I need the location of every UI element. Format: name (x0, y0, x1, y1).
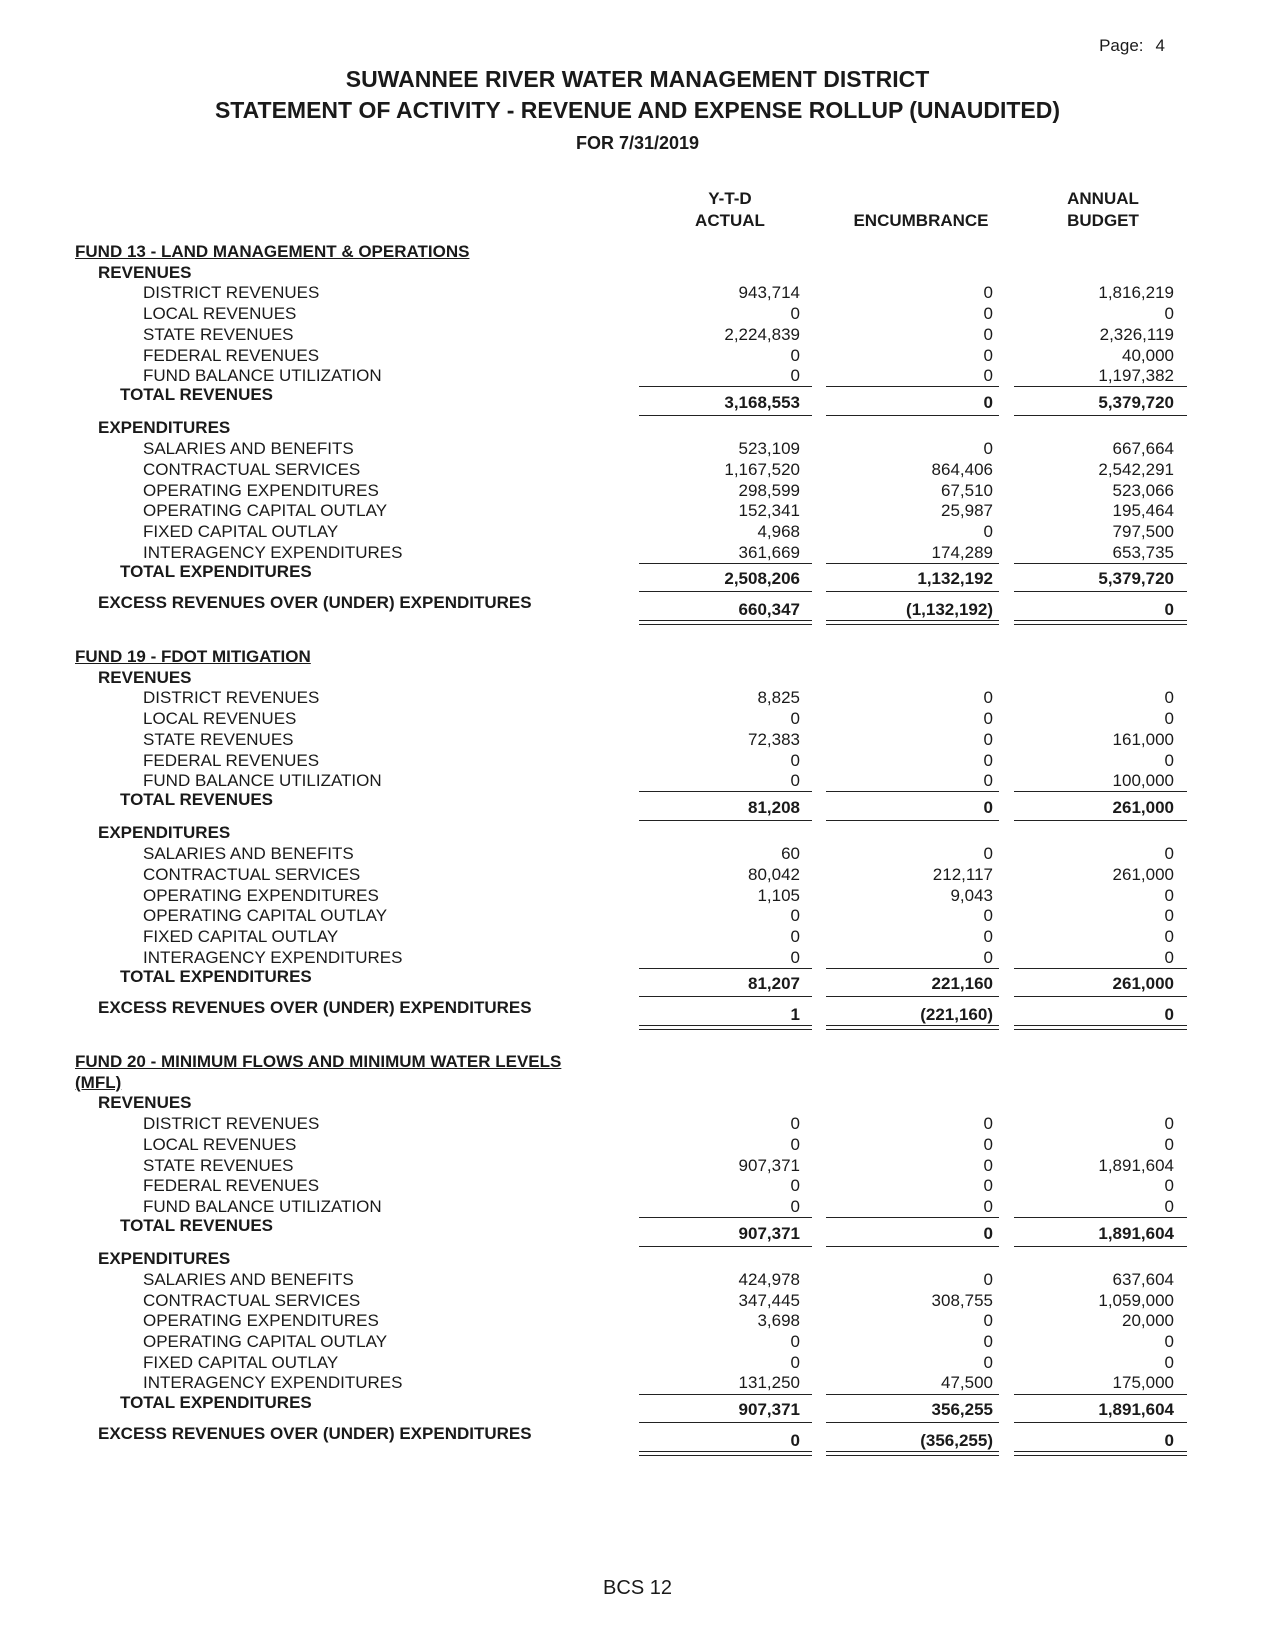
encumbrance-cell: 0 (983, 906, 993, 926)
revenue-row (0, 282, 1275, 304)
expenditure-row (0, 1269, 1275, 1291)
total-rule (826, 1246, 999, 1247)
annual-budget-cell: 523,066 (1112, 480, 1174, 500)
section-heading-expenditures (0, 417, 1275, 439)
ytd-actual-cell: 2,224,839 (724, 324, 800, 344)
revenue-row (0, 708, 1275, 730)
row-label: FEDERAL REVENUES (143, 345, 320, 365)
row-label: EXPENDITURES (98, 823, 231, 843)
encumbrance-cell: 0 (983, 324, 993, 344)
ytd-actual-cell: 0 (790, 750, 800, 770)
ytd-actual-cell: 8,825 (757, 688, 800, 708)
annual-budget-cell: 261,000 (1112, 974, 1174, 994)
ytd-actual-cell: 361,669 (738, 542, 800, 562)
annual-budget-cell: 1,059,000 (1098, 1290, 1174, 1310)
annual-budget-cell: 653,735 (1112, 542, 1174, 562)
double-rule-top (639, 1025, 812, 1026)
double-rule-bottom (639, 1029, 812, 1030)
encumbrance-cell: 0 (983, 521, 993, 541)
encumbrance-cell: 212,117 (932, 864, 993, 884)
expenditure-row (0, 1310, 1275, 1332)
expenditure-row (0, 1290, 1275, 1312)
annual-budget-cell: 0 (1164, 1176, 1174, 1196)
fund-title (0, 241, 1275, 263)
annual-budget-cell: 667,664 (1112, 439, 1174, 459)
double-rule-top (826, 1451, 999, 1452)
encumbrance-cell: 25,987 (941, 501, 993, 521)
annual-budget-cell: 0 (1164, 304, 1174, 324)
encumbrance-cell: 0 (983, 1331, 993, 1351)
encumbrance-cell: (356,255) (920, 1430, 993, 1450)
ytd-actual-cell: 3,698 (757, 1311, 800, 1331)
ytd-actual-cell: 907,371 (738, 1155, 800, 1175)
row-label: OPERATING EXPENDITURES (143, 885, 379, 905)
row-label: EXPENDITURES (98, 1249, 231, 1269)
encumbrance-cell: 356,255 (931, 1400, 993, 1419)
double-rule-bottom (826, 1455, 999, 1456)
annual-budget-cell: 637,604 (1112, 1269, 1174, 1289)
ytd-actual-cell: 523,109 (738, 439, 800, 459)
expenditure-row (0, 480, 1275, 502)
double-rule-bottom (1014, 1029, 1187, 1030)
encumbrance-cell: 1,132,192 (917, 569, 993, 589)
ytd-actual-cell: 907,371 (738, 1400, 800, 1419)
ytd-actual-cell: 1,105 (757, 885, 800, 905)
row-label: TOTAL EXPENDITURES (120, 1392, 312, 1412)
encumbrance-cell: 0 (983, 1114, 993, 1134)
annual-budget-cell: 5,379,720 (1098, 569, 1174, 589)
ytd-actual-cell: 0 (790, 1114, 800, 1134)
encumbrance-cell: 0 (983, 1223, 993, 1243)
ytd-actual-cell: 0 (790, 1134, 800, 1154)
ytd-actual-cell: 81,207 (748, 974, 800, 994)
ytd-actual-cell: 0 (790, 1196, 800, 1216)
row-label: FEDERAL REVENUES (143, 1176, 320, 1196)
annual-budget-cell: 0 (1164, 947, 1174, 967)
row-label: TOTAL REVENUES (120, 1216, 274, 1236)
row-label: DISTRICT REVENUES (143, 1114, 320, 1134)
row-label: FIXED CAPITAL OUTLAY (143, 521, 339, 541)
total-expenditures-row (0, 1399, 1275, 1421)
row-label: OPERATING CAPITAL OUTLAY (143, 1331, 388, 1351)
page-value: 4 (1155, 36, 1165, 55)
ytd-actual-cell: 0 (790, 1176, 800, 1196)
encumbrance-cell: 0 (983, 1176, 993, 1196)
annual-budget-cell: 0 (1164, 926, 1174, 946)
encumbrance-cell: 67,510 (941, 480, 993, 500)
revenue-row (0, 1134, 1275, 1156)
encumbrance-cell: 0 (983, 771, 993, 791)
total-expenditures-row (0, 568, 1275, 590)
report-title: STATEMENT OF ACTIVITY - REVENUE AND EXPENSE ROLLUP (UNAUDITED) (214, 97, 1061, 123)
annual-budget-cell: 797,500 (1112, 521, 1174, 541)
annual-budget-cell: 0 (1164, 1331, 1174, 1351)
total-revenues-row (0, 1223, 1275, 1245)
total-rule (826, 820, 999, 821)
fund-title (0, 1051, 1275, 1073)
expenditure-row (0, 459, 1275, 481)
total-rule (1014, 415, 1187, 416)
row-label: CONTRACTUAL SERVICES (143, 864, 361, 884)
ytd-actual-cell: 0 (790, 304, 800, 324)
row-label: CONTRACTUAL SERVICES (143, 459, 361, 479)
double-rule-bottom (1014, 1455, 1187, 1456)
ytd-actual-cell: 0 (790, 709, 800, 729)
annual-budget-cell: 2,542,291 (1098, 459, 1174, 479)
report-period: FOR 7/31/2019 (575, 133, 700, 153)
encumbrance-cell: 0 (983, 1269, 993, 1289)
expenditure-row (0, 438, 1275, 460)
encumbrance-cell: (1,132,192) (906, 599, 993, 619)
ytd-actual-cell: 424,978 (738, 1269, 800, 1289)
row-label: REVENUES (98, 667, 192, 687)
annual-budget-cell: 1,816,219 (1098, 283, 1174, 303)
annual-budget-cell: 100,000 (1112, 771, 1174, 791)
ytd-actual-cell: 298,599 (738, 480, 800, 500)
annual-budget-cell: 0 (1164, 1004, 1174, 1024)
double-rule-top (826, 620, 999, 621)
row-label: TOTAL EXPENDITURES (120, 966, 312, 986)
ytd-actual-cell: 2,508,206 (724, 569, 800, 589)
double-rule-bottom (639, 1455, 812, 1456)
expenditure-row (0, 843, 1275, 865)
expenditure-row (0, 864, 1275, 886)
row-label: EXPENDITURES (98, 418, 231, 438)
expenditure-row (0, 926, 1275, 948)
annual-budget-cell: 261,000 (1112, 864, 1174, 884)
revenue-row (0, 729, 1275, 751)
encumbrance-cell: 0 (983, 439, 993, 459)
fund-title (0, 1072, 1275, 1094)
revenue-row (0, 1155, 1275, 1177)
ytd-actual-cell: 0 (790, 947, 800, 967)
row-label: STATE REVENUES (143, 729, 294, 749)
row-label: INTERAGENCY EXPENDITURES (143, 947, 403, 967)
double-rule-top (1014, 620, 1187, 621)
encumbrance-cell: 0 (983, 1196, 993, 1216)
ytd-actual-cell: 1 (790, 1004, 800, 1024)
double-rule-bottom (826, 1029, 999, 1030)
row-label: SALARIES AND BENEFITS (143, 1269, 354, 1289)
page-label: Page: (1099, 36, 1144, 55)
encumbrance-cell: 0 (983, 345, 993, 365)
col-header-encumbrance: ENCUMBRANCE (853, 211, 989, 230)
total-rule (639, 415, 812, 416)
row-label: DISTRICT REVENUES (143, 688, 320, 708)
encumbrance-cell: (221,160) (920, 1004, 993, 1024)
encumbrance-cell: 0 (983, 709, 993, 729)
row-label: LOCAL REVENUES (143, 1134, 297, 1154)
double-rule-top (826, 1025, 999, 1026)
revenue-row (0, 687, 1275, 709)
annual-budget-cell: 175,000 (1112, 1373, 1174, 1393)
row-label: FEDERAL REVENUES (143, 750, 320, 770)
ytd-actual-cell: 81,208 (748, 797, 800, 817)
encumbrance-cell: 0 (983, 926, 993, 946)
ytd-actual-cell: 80,042 (748, 864, 800, 884)
total-expenditures-row (0, 973, 1275, 995)
expenditure-row (0, 885, 1275, 907)
annual-budget-cell: 0 (1164, 844, 1174, 864)
row-label: EXCESS REVENUES OVER (UNDER) EXPENDITURES (98, 592, 532, 612)
row-label: FIXED CAPITAL OUTLAY (143, 1352, 339, 1372)
ytd-actual-cell: 3,168,553 (724, 392, 800, 412)
row-label: FUND 13 - LAND MANAGEMENT & OPERATIONS (75, 242, 470, 261)
row-label: OPERATING EXPENDITURES (143, 1311, 379, 1331)
row-label: TOTAL REVENUES (120, 385, 274, 405)
total-rule (639, 1246, 812, 1247)
row-label: FIXED CAPITAL OUTLAY (143, 926, 339, 946)
annual-budget-cell: 261,000 (1112, 797, 1174, 817)
revenue-row (0, 1113, 1275, 1135)
section-heading-expenditures (0, 822, 1275, 844)
annual-budget-cell: 0 (1164, 750, 1174, 770)
ytd-actual-cell: 152,341 (738, 501, 800, 521)
double-rule-bottom (1014, 624, 1187, 625)
expenditure-row (0, 1352, 1275, 1374)
ytd-actual-cell: 943,714 (738, 283, 800, 303)
encumbrance-cell: 221,160 (931, 974, 993, 994)
annual-budget-cell: 0 (1164, 1352, 1174, 1372)
annual-budget-cell: 1,891,604 (1098, 1155, 1174, 1175)
double-rule-top (639, 1451, 812, 1452)
annual-budget-cell: 0 (1164, 1430, 1174, 1450)
org-name: SUWANNEE RIVER WATER MANAGEMENT DISTRICT (345, 66, 930, 92)
encumbrance-cell: 0 (983, 688, 993, 708)
row-label: INTERAGENCY EXPENDITURES (143, 542, 403, 562)
row-label: DISTRICT REVENUES (143, 283, 320, 303)
expenditure-row (0, 500, 1275, 522)
encumbrance-cell: 47,500 (941, 1373, 993, 1393)
col-header-annual-budget: ANNUAL BUDGET (1067, 189, 1139, 230)
annual-budget-cell: 0 (1164, 688, 1174, 708)
ytd-actual-cell: 0 (790, 366, 800, 386)
row-label: LOCAL REVENUES (143, 709, 297, 729)
expenditure-row (0, 905, 1275, 927)
encumbrance-cell: 0 (983, 947, 993, 967)
encumbrance-cell: 0 (983, 283, 993, 303)
row-label: EXCESS REVENUES OVER (UNDER) EXPENDITURES (98, 1423, 532, 1443)
revenue-row (0, 324, 1275, 346)
row-label: TOTAL EXPENDITURES (120, 561, 312, 581)
row-label: CONTRACTUAL SERVICES (143, 1290, 361, 1310)
ytd-actual-cell: 0 (790, 1331, 800, 1351)
row-label: FUND 20 - MINIMUM FLOWS AND MINIMUM WATER LEVELS (75, 1052, 562, 1071)
expenditure-row (0, 521, 1275, 543)
excess-row (0, 599, 1275, 621)
encumbrance-cell: 0 (983, 1155, 993, 1175)
excess-row (0, 1004, 1275, 1026)
ytd-actual-cell: 72,383 (748, 729, 800, 749)
annual-budget-cell: 1,891,604 (1098, 1400, 1174, 1419)
encumbrance-cell: 174,289 (931, 542, 993, 562)
encumbrance-cell: 0 (983, 729, 993, 749)
total-revenues-row (0, 392, 1275, 414)
annual-budget-cell: 195,464 (1112, 501, 1174, 521)
annual-budget-cell: 0 (1164, 1114, 1174, 1134)
encumbrance-cell: 0 (983, 750, 993, 770)
annual-budget-cell: 0 (1164, 1134, 1174, 1154)
ytd-actual-cell: 131,250 (738, 1373, 800, 1393)
section-heading-revenues (0, 667, 1275, 689)
double-rule-top (639, 620, 812, 621)
encumbrance-cell: 0 (983, 1134, 993, 1154)
row-label: OPERATING EXPENDITURES (143, 480, 379, 500)
section-heading-expenditures (0, 1248, 1275, 1270)
ytd-actual-cell: 347,445 (738, 1290, 800, 1310)
ytd-actual-cell: 660,347 (738, 599, 800, 619)
row-label: OPERATING CAPITAL OUTLAY (143, 501, 388, 521)
annual-budget-cell: 20,000 (1122, 1311, 1174, 1331)
encumbrance-cell: 864,406 (931, 459, 993, 479)
ytd-actual-cell: 0 (790, 926, 800, 946)
annual-budget-cell: 1,197,382 (1098, 366, 1174, 386)
annual-budget-cell: 161,000 (1112, 729, 1174, 749)
revenue-row (0, 345, 1275, 367)
row-label: STATE REVENUES (143, 324, 294, 344)
row-label: SALARIES AND BENEFITS (143, 844, 354, 864)
total-rule (826, 415, 999, 416)
ytd-actual-cell: 907,371 (738, 1223, 800, 1243)
row-label: FUND BALANCE UTILIZATION (143, 366, 382, 386)
annual-budget-cell: 0 (1164, 599, 1174, 619)
row-label: FUND 19 - FDOT MITIGATION (75, 647, 311, 666)
revenue-row (0, 303, 1275, 325)
double-rule-bottom (826, 624, 999, 625)
fund-title (0, 646, 1275, 668)
annual-budget-cell: 0 (1164, 885, 1174, 905)
expenditure-row (0, 1331, 1275, 1353)
total-rule (639, 820, 812, 821)
encumbrance-cell: 0 (983, 1352, 993, 1372)
footer-code: BCS 12 (603, 1577, 672, 1599)
annual-budget-cell: 0 (1164, 906, 1174, 926)
annual-budget-cell: 1,891,604 (1098, 1223, 1174, 1243)
row-label: SALARIES AND BENEFITS (143, 439, 354, 459)
annual-budget-cell: 5,379,720 (1098, 392, 1174, 412)
ytd-actual-cell: 0 (790, 771, 800, 791)
annual-budget-cell: 0 (1164, 1196, 1174, 1216)
ytd-actual-cell: 0 (790, 1352, 800, 1372)
total-rule (1014, 820, 1187, 821)
row-label: REVENUES (98, 262, 192, 282)
section-heading-revenues (0, 262, 1275, 284)
section-heading-revenues (0, 1092, 1275, 1114)
row-label: STATE REVENUES (143, 1155, 294, 1175)
annual-budget-cell: 2,326,119 (1099, 324, 1174, 344)
row-label: (MFL) (75, 1072, 122, 1092)
ytd-actual-cell: 4,968 (757, 521, 800, 541)
encumbrance-cell: 308,755 (931, 1290, 993, 1310)
ytd-actual-cell: 0 (790, 906, 800, 926)
ytd-actual-cell: 60 (781, 844, 800, 864)
row-label: REVENUES (98, 1093, 192, 1113)
ytd-actual-cell: 1,167,520 (724, 459, 800, 479)
annual-budget-cell: 0 (1164, 709, 1174, 729)
double-rule-bottom (639, 624, 812, 625)
revenue-row (0, 750, 1275, 772)
ytd-actual-cell: 0 (790, 345, 800, 365)
row-label: LOCAL REVENUES (143, 304, 297, 324)
page-number (1099, 36, 1165, 56)
row-label: TOTAL REVENUES (120, 790, 274, 810)
revenue-row (0, 1175, 1275, 1197)
double-rule-top (1014, 1451, 1187, 1452)
encumbrance-cell: 0 (983, 392, 993, 412)
total-rule (1014, 1246, 1187, 1247)
row-label: INTERAGENCY EXPENDITURES (143, 1373, 403, 1393)
row-label: OPERATING CAPITAL OUTLAY (143, 906, 388, 926)
col-header-ytd-actual: Y-T-D ACTUAL (695, 189, 765, 230)
encumbrance-cell: 0 (983, 797, 993, 817)
total-revenues-row (0, 797, 1275, 819)
row-label: FUND BALANCE UTILIZATION (143, 1196, 382, 1216)
row-label: EXCESS REVENUES OVER (UNDER) EXPENDITURES (98, 997, 532, 1017)
encumbrance-cell: 0 (983, 366, 993, 386)
double-rule-top (1014, 1025, 1187, 1026)
encumbrance-cell: 0 (983, 844, 993, 864)
excess-row (0, 1430, 1275, 1452)
row-label: FUND BALANCE UTILIZATION (143, 771, 382, 791)
encumbrance-cell: 0 (983, 1311, 993, 1331)
annual-budget-cell: 40,000 (1122, 345, 1174, 365)
encumbrance-cell: 9,043 (950, 885, 993, 905)
ytd-actual-cell: 0 (790, 1430, 800, 1450)
encumbrance-cell: 0 (983, 304, 993, 324)
